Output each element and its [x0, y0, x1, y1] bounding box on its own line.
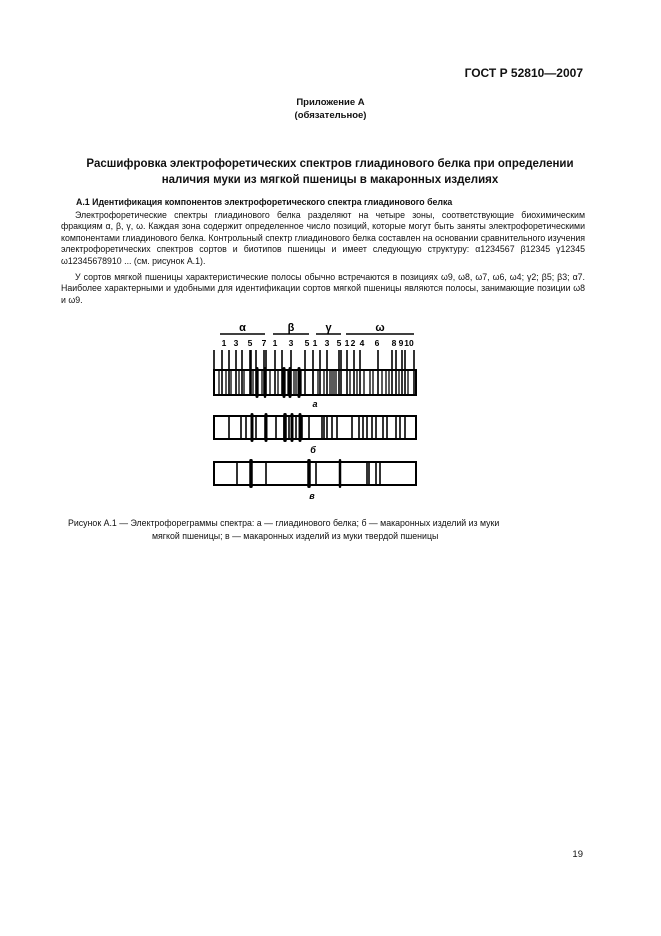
band-bold: [283, 367, 286, 398]
position-label: 5: [304, 338, 310, 348]
position-label: 7: [261, 338, 267, 348]
band-bold: [249, 459, 253, 488]
zone-label: α: [239, 322, 246, 334]
paragraph: Электрофоретические спектры глиадинового белка разделяют на четыре зоны, соответствующие биохимическим фракциям α, β, γ, ω. Каждая зона содержит определенное число позиций, которые могут быть заняты электрофоретическими компонентами глиадинового белка. Контрольный спектр глиадинового белка составлен на основании сравнительного изучения электрофоретических спектров сортов и биотипов пшеницы и имеет следующую структуру: α1234567 β12345 γ12345 ω12345678910 ... (см. рисунок А.1).: [61, 210, 585, 266]
band-bold: [298, 367, 301, 398]
band-bold: [265, 413, 268, 442]
zone-label: β: [287, 322, 295, 334]
appendix-title: Приложение А: [296, 97, 365, 108]
position-label: 10: [404, 338, 414, 348]
title-line: Расшифровка электрофоретических спектров глиадинового белка при определении: [86, 158, 574, 170]
page-number: 19: [572, 849, 583, 860]
figure-caption: [68, 517, 588, 543]
band-bold: [307, 459, 311, 488]
band-bold: [283, 413, 287, 442]
section-heading: А.1 Идентификация компонентов электрофоретического спектра глиадинового белка: [76, 197, 453, 207]
strip-b: [214, 416, 416, 439]
strip-label: а: [312, 399, 318, 409]
position-label: 5: [247, 338, 253, 348]
band-bold: [256, 367, 259, 398]
position-label: 4: [359, 338, 365, 348]
band-bold: [291, 413, 294, 442]
position-label: 1: [312, 338, 318, 348]
position-label: 3: [233, 338, 239, 348]
position-label: 9: [398, 338, 404, 348]
position-label: 1: [272, 338, 278, 348]
band-bold: [251, 413, 254, 442]
zone-label: ω: [375, 322, 385, 334]
strip-label: б: [310, 445, 316, 455]
position-label: 3: [288, 338, 294, 348]
paragraph: У сортов мягкой пшеницы характеристические полосы обычно встречаются в позициях ω9, ω8, ω7, ω6, ω4; γ2; β5; β3; α7. Наиболее характерными и удобными для идентификации сортов мягкой пшеницы являются полосы, занимающие позиции ω8 и ω9.: [61, 272, 585, 305]
position-label: 1: [344, 338, 350, 348]
caption-line: мягкой пшеницы; в — макаронных изделий из муки твердой пшеницы: [152, 531, 439, 541]
position-label: 1: [221, 338, 227, 348]
strip-c: [214, 462, 416, 485]
zone-label: γ: [325, 322, 332, 334]
position-label: 8: [391, 338, 397, 348]
strip-label: в: [309, 491, 315, 501]
band-bold: [264, 367, 267, 398]
position-label: 6: [374, 338, 380, 348]
caption-line: Рисунок А.1 — Электрофореграммы спектра: а — глиадинового белка; б — макаронных изделий из муки: [68, 518, 500, 528]
title-line: наличия муки из мягкой пшеницы в макаронных изделиях: [161, 174, 499, 186]
standard-number: ГОСТ Р 52810—2007: [464, 66, 583, 80]
appendix-status: (обязательное): [294, 110, 367, 121]
position-label: 3: [324, 338, 330, 348]
band-bold: [339, 459, 342, 488]
position-label: 5: [336, 338, 342, 348]
position-label: 2: [350, 338, 356, 348]
band-bold: [289, 367, 292, 398]
band-bold: [299, 413, 302, 442]
